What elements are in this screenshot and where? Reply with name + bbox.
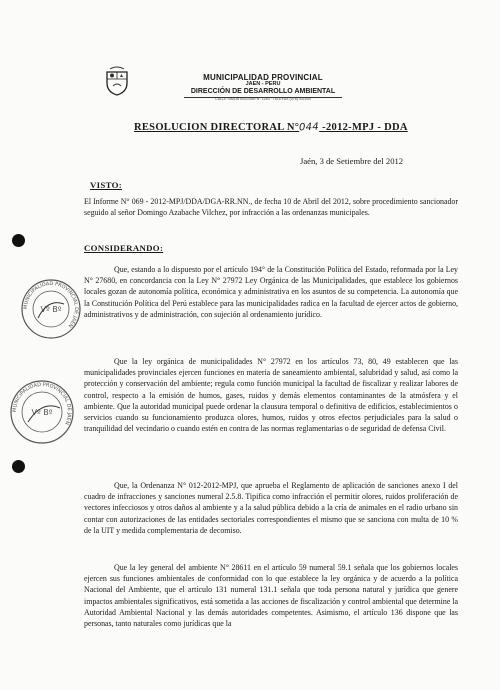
approval-stamp [20, 278, 82, 340]
approval-stamp [8, 378, 76, 446]
considerando-paragraph-2: Que la ley orgánica de municipalidades N° 27972 en los artículos 73, 80, 49 establecen que las municipalidades provinciales ejercen funciones en materia de saneamiento ambiental, salubridad y salud, así como la protección y conservación del ambiente; regula como función municipal la facultad de fiscalizar y realizar labores de control, respecto a la emisión de humos, gases, ruidos y demás elementos contaminantes de la atmósfera y el ambiente. Que la autoridad municipal puede ordenar la clausura temporal o definitiva de edificios, establecimientos o servicios cuando su funcionamiento produzca olores, humos, ruidos y otros efectos perjudiciales para la salud o tranquilidad del vecindario o cuando estén en contra de las normas reglamentarias o de seguridad de defensa Civil. [84, 357, 458, 434]
resolution-prefix: RESOLUCION DIRECTORAL N° [134, 122, 300, 133]
municipality-name: MUNICIPALIDAD PROVINCIAL [203, 73, 323, 82]
letterhead [178, 74, 348, 101]
binder-hole [12, 460, 25, 473]
binder-hole [12, 234, 25, 247]
resolution-number: 044 [299, 121, 320, 134]
resolution-title [134, 122, 424, 133]
stamp-ring-text: MUNICIPALIDAD PROVINCIAL DE JAEN [22, 280, 80, 329]
stamp-center-text: Vº Bº [40, 305, 62, 314]
coat-of-arms-icon [104, 66, 130, 96]
considerando-paragraph-4: Que la ley general del ambiente N° 28611 en el artículo 59 numeral 59.1 señala que los gobiernos locales ejercen sus funciones ambientales de conformidad con lo que establece la ley orgánica y de acuerdo a la política Nacional del Ambiente, que el artículo 131 numeral 131.1 señala que toda persona natural y jurídica que genere impactos ambientales significativos, está sometida a las acciones de fiscalización y control ambiental que determine la Autoridad Ambiental Nacional y las demás autoridades competentes. Asimismo, el artículo 136 dispone que las personas, tanto naturales como jurídicas que la [84, 563, 458, 629]
considerando-heading: CONSIDERANDO: [84, 243, 164, 253]
visto-heading: VISTO: [90, 180, 122, 190]
considerando-paragraph-3: Que, la Ordenanza N° 012-2012-MPJ, que aprueba el Reglamento de aplicación de sanciones anexo I del cuadro de infracciones y sanciones numeral 2.5.8. Tipifica como infracción el permitir olores, ruidos proliferación de vectores infecciosos y otros daños al ambiente y a la salud pública debido a la cría de animales en el radio urbano sin contar con autorizaciones de las entidades sectoriales correspondientes el mismo que se sanciona con multa de 10 % de la UIT y medida complementaria de decomiso. [84, 481, 458, 535]
visto-paragraph: El Informe N° 069 - 2012-MPJ/DDA/DGA-RR.NN., de fecha 10 de Abril del 2012, sobre procedimiento sancionador seguido al señor Domingo Azabache Vilchez, por infracción a las ordenanzas municipales. [84, 197, 458, 218]
considerando-paragraph-1: Que, estando a lo dispuesto por el artículo 194° de la Constitución Política del Estado, reformada por la Ley N° 27680, en concordancia con la Ley N° 27972 Ley Orgánica de las Municipalidades, que establece los gobiernos locales gozan de autonomía política, económica y administrativa en los asuntos de su competencia. La autonomía que la Constitución Política del Perú establece para las municipalidades radica en la facultad de ejercer actos de gobierno, administrativos y de administración, con sujeción al ordenamiento jurídico. [84, 265, 458, 319]
stamp-center-text: Vº Bº [31, 408, 53, 417]
document-date: Jaén, 3 de Setiembre del 2012 [300, 156, 404, 166]
resolution-suffix: -2012-MPJ - DDA [319, 122, 408, 133]
city-name: JAEN - PERU [245, 81, 281, 88]
directorate-name: DIRECCIÓN DE DESARROLLO AMBIENTAL [190, 88, 336, 96]
stamp-ring-text: MUNICIPALIDAD PROVINCIAL DE JAEN [11, 381, 73, 426]
letterhead-address: CALLE SIMON BOLIVAR N° 1243 · TELEFAX (076) 431004 [215, 96, 311, 101]
